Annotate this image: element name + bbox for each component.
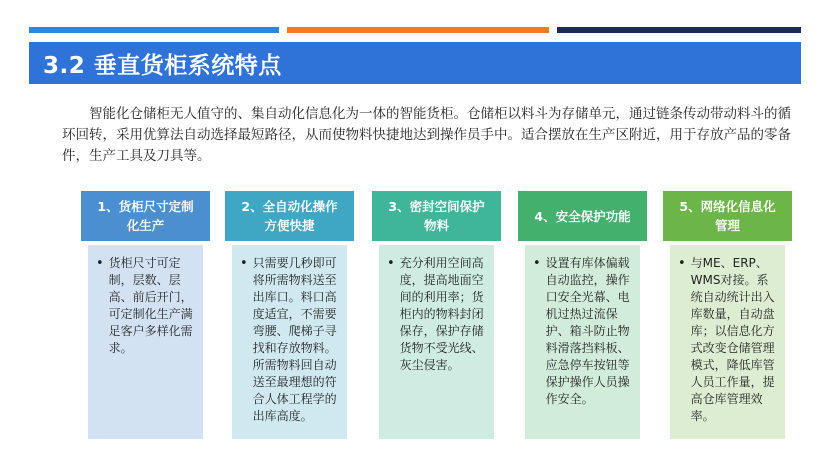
accent-bar-orange	[287, 27, 549, 33]
accent-bar-navy	[557, 27, 801, 33]
card-body	[670, 245, 785, 439]
accent-bar-blue	[29, 27, 279, 33]
card-body	[232, 245, 347, 439]
bullet-icon: •	[533, 256, 541, 271]
bullet-icon: •	[678, 256, 686, 271]
bullet-icon: •	[240, 256, 248, 271]
feature-card-safety	[518, 191, 647, 439]
card-text: 设置有库体偏载自动监控，操作口安全光幕、电机过热过流保护、箱斗防止物料滑落挡料板、应急停车按钮等保护操作人员操作安全。	[545, 256, 630, 406]
card-heading: 5、网络化信息化管理	[663, 191, 792, 241]
bullet-icon: •	[387, 256, 395, 271]
feature-card-sealed	[372, 191, 501, 439]
card-body	[88, 245, 203, 439]
feature-card-size	[81, 191, 210, 439]
slide-title: 3.2 垂直货柜系统特点	[43, 52, 282, 79]
title-bar	[29, 42, 801, 84]
card-heading: 1、货柜尺寸定制化生产	[81, 191, 210, 241]
card-heading: 3、密封空间保护物料	[372, 191, 501, 241]
intro-paragraph: 智能化仓储柜无人值守的、集自动化信息化为一体的智能货柜。仓储柜以料斗为存储单元，通过链条传动带动料斗的循环回转，采用优算法自动选择最短路径，从而使物料快捷地达到操作员手中。适合摆放在生产区附近，用于存放产品的零备件，生产工具及刀具等。	[62, 106, 791, 164]
card-text: 与ME、ERP、WMS对接。系统自动统计出入库数量，自动盘库；以信息化方式改变仓储管理模式，降低库管人员工作量，提高仓库管理效率。	[690, 256, 775, 423]
card-text: 充分利用空间高度，提高地面空间的利用率；货柜内的物料封闭保存，保护存储货物不受光线、灰尘侵害。	[399, 256, 484, 372]
card-text: 只需要几秒即可将所需物料送至出库口。料口高度适宜，不需要弯腰、爬梯子寻找和存放物料。所需物料回自动送至最理想的符合人体工程学的出库高度。	[252, 256, 337, 423]
feature-card-automation	[225, 191, 354, 439]
card-heading: 4、安全保护功能	[518, 191, 647, 241]
feature-card-network	[663, 191, 792, 439]
card-heading: 2、全自动化操作方便快捷	[225, 191, 354, 241]
card-body	[379, 245, 494, 439]
card-body	[525, 245, 640, 439]
bullet-icon: •	[96, 256, 104, 271]
card-text: 货柜尺寸可定制，层数、层高、前后开门，可定制化生产满足客户多样化需求。	[108, 256, 193, 355]
